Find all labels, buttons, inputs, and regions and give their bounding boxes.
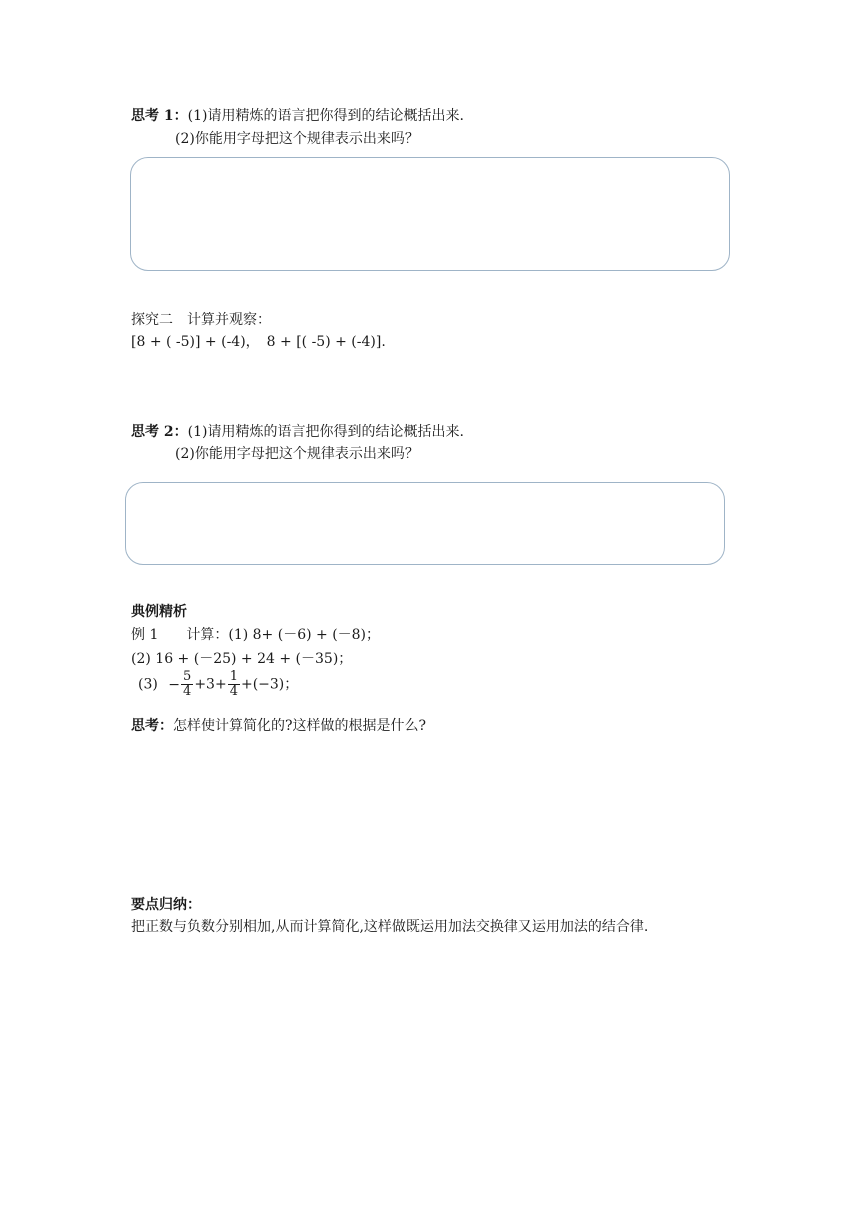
part3-label: (3) [138,676,158,693]
example1-part1: 例 1 计算：(1) 8+ (－6) + (－8)； [131,627,381,643]
frac1-numerator: 5 [183,669,192,684]
example1-part2: (2) 16 + (－25) + 24 + (－35)； [131,651,353,667]
think2-answer-box[interactable] [125,482,725,565]
fraction-one-fourth [228,670,240,699]
example-think-text: 怎样使计算简化的?这样做的根据是什么? [173,718,427,734]
explore2-title: 探究二 计算并观察： [131,312,271,328]
think1-answer-box[interactable] [130,157,730,271]
summary-text: 把正数与负数分别相加,从而计算简化,这样做既运用加法交换律又运用加法的结合律. [131,919,649,935]
example1-part3 [138,670,298,699]
frac2-numerator: 1 [229,669,238,684]
part3-middle: +3+ [194,676,227,693]
think2-question1: (1)请用精炼的语言把你得到的结论概括出来. [187,424,464,440]
summary-heading: 要点归纳： [131,897,201,913]
example-think-label: 思考： [131,718,173,734]
example-think-line [131,717,426,735]
part3-suffix: +(−3)； [240,676,299,693]
think2-question2: (2)你能用字母把这个规律表示出来吗？ [175,446,419,462]
think1-question2: (2)你能用字母把这个规律表示出来吗？ [175,131,419,147]
think1-line1 [131,107,464,125]
frac2-denominator: 4 [229,684,238,699]
explore2-expression: [8 + ( -5)] + (-4)， 8 + [( -5) + (-4)]. [131,334,386,350]
think2-label: 思考 2： [131,424,188,440]
frac1-denominator: 4 [183,684,192,699]
part3-minus: − [168,676,181,693]
think1-question1: (1)请用精炼的语言把你得到的结论概括出来. [187,108,464,124]
fraction-five-fourths [181,670,193,699]
examples-heading: 典例精析 [131,604,187,620]
think2-line1 [131,423,464,441]
think1-label: 思考 1： [131,108,188,124]
